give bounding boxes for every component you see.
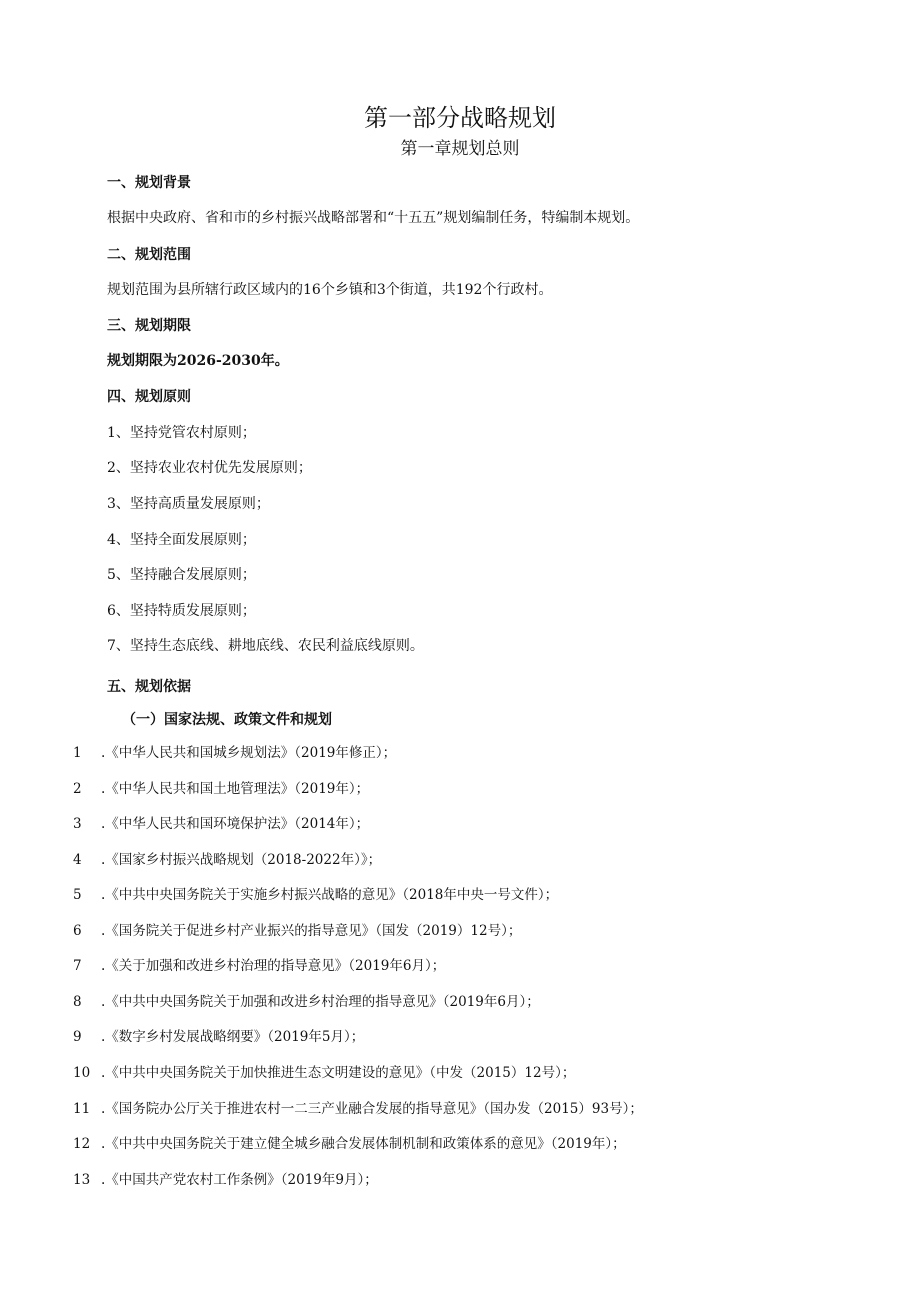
reference-item (73, 741, 396, 761)
paragraph-scope: 规划范围为县所辖行政区域内的16个乡镇和3个街道，共192个行政村。 (107, 282, 553, 298)
reference-number: 6 (73, 923, 82, 939)
reference-number: 11 (73, 1101, 91, 1117)
section-heading-principles: 四、规划原则 (107, 389, 191, 405)
reference-number: 5 (73, 887, 82, 903)
reference-item (73, 1025, 364, 1045)
reference-text: .《数字乡村发展战略纲要》（2019年5月）； (101, 1029, 365, 1045)
reference-item (73, 1061, 575, 1081)
reference-text: .《中共中央国务院关于加快推进生态文明建设的意见》（中发（2015）12号）； (101, 1065, 576, 1081)
principle-item: 7、坚持生态底线、耕地底线、农民利益底线原则。 (107, 638, 424, 654)
chapter-title: 第一章规划总则 (400, 139, 520, 159)
principle-item: 1、坚持党管农村原则； (107, 425, 256, 441)
reference-number: 1 (73, 745, 82, 761)
reference-item (73, 1097, 643, 1117)
reference-item (73, 812, 369, 832)
reference-number: 12 (73, 1136, 91, 1152)
reference-text: .《中共中央国务院关于加强和改进乡村治理的指导意见》（2019年6月）； (101, 994, 540, 1010)
reference-text: .《中共中央国务院关于建立健全城乡融合发展体制机制和政策体系的意见》（2019年）； (101, 1136, 626, 1152)
reference-text: .《国务院办公厅关于推进农村一二三产业融合发展的指导意见》（国办发（2015）93号）； (101, 1101, 643, 1117)
reference-text: .《关于加强和改进乡村治理的指导意见》（2019年6月）； (101, 958, 446, 974)
reference-text: .《中华人民共和国城乡规划法》（2019年修正）； (101, 745, 397, 761)
reference-number: 2 (73, 781, 82, 797)
reference-number: 9 (73, 1029, 82, 1045)
principle-item: 6、坚持特质发展原则； (107, 603, 256, 619)
reference-item (73, 848, 381, 868)
reference-item (73, 919, 521, 939)
reference-item (73, 1168, 378, 1188)
reference-text: .《中华人民共和国环境保护法》（2014年）； (101, 816, 370, 832)
reference-item (73, 1132, 626, 1152)
reference-text: .《中国共产党农村工作条例》（2019年9月）； (101, 1172, 378, 1188)
reference-number: 7 (73, 958, 82, 974)
principle-item: 2、坚持农业农村优先发展原则； (107, 460, 312, 476)
principle-item: 5、坚持融合发展原则； (107, 567, 256, 583)
reference-text: .《国家乡村振兴战略规划（2018-2022年）》； (101, 852, 382, 868)
reference-number: 3 (73, 816, 82, 832)
paragraph-background: 根据中央政府、省和市的乡村振兴战略部署和“十五五”规划编制任务，特编制本规划。 (107, 210, 640, 226)
reference-item (73, 883, 558, 903)
section-heading-scope: 二、规划范围 (107, 247, 191, 263)
principle-item: 3、坚持高质量发展原则； (107, 496, 270, 512)
reference-text: .《国务院关于促进乡村产业振兴的指导意见》（国发（2019）12号）； (101, 923, 522, 939)
reference-item (73, 990, 540, 1010)
paragraph-period: 规划期限为2026-2030年。 (107, 353, 289, 369)
reference-number: 4 (73, 852, 82, 868)
reference-number: 8 (73, 994, 82, 1010)
section-heading-basis: 五、规划依据 (107, 679, 191, 695)
reference-text: .《中华人民共和国土地管理法》（2019年）； (101, 781, 370, 797)
principle-item: 4、坚持全面发展原则； (107, 532, 256, 548)
subsection-heading-national: （一）国家法规、政策文件和规划 (122, 712, 332, 728)
section-heading-background: 一、规划背景 (107, 175, 191, 191)
section-heading-period: 三、规划期限 (107, 318, 191, 334)
reference-number: 10 (73, 1065, 91, 1081)
reference-item (73, 777, 369, 797)
reference-item (73, 954, 445, 974)
reference-number: 13 (73, 1172, 91, 1188)
reference-text: .《中共中央国务院关于实施乡村振兴战略的意见》（2018年中央一号文件）； (101, 887, 559, 903)
part-title: 第一部分战略规划 (364, 104, 556, 132)
